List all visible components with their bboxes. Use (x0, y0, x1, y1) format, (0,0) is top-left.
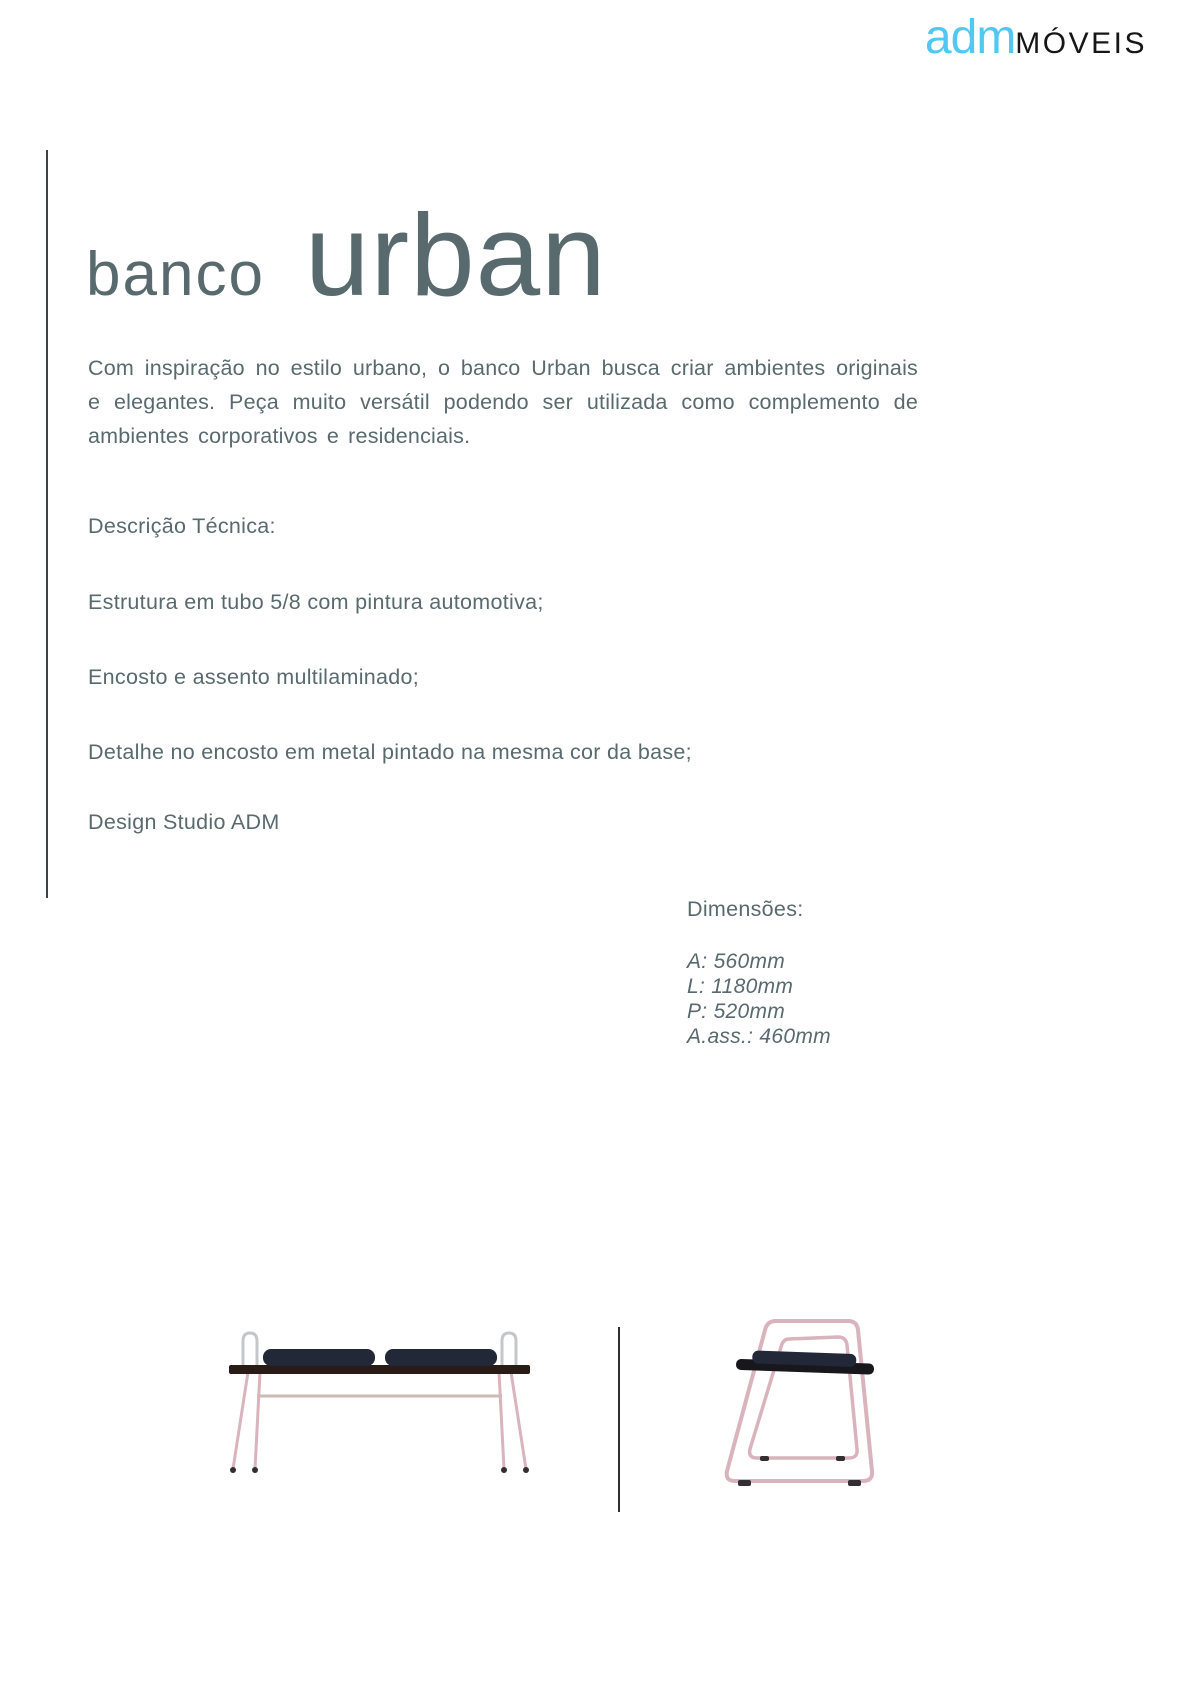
side-foot (848, 1480, 861, 1486)
side-foot (738, 1480, 751, 1486)
dimension-depth: P: 520mm (687, 1000, 786, 1023)
logo-moveis-text: MÓVEIS (1015, 27, 1147, 60)
product-title-prefix: banco (86, 240, 265, 309)
front-foot (230, 1467, 236, 1473)
front-right-cushion (385, 1349, 497, 1366)
front-right-hoop (502, 1333, 516, 1370)
dimensions-heading: Dimensões: (687, 897, 804, 921)
front-foot (523, 1467, 529, 1473)
side-inner-foot (760, 1456, 769, 1461)
dimension-height: A: 560mm (687, 950, 786, 973)
intro-paragraph: Com inspiração no estilo urbano, o banco Urban busca criar ambientes originais e elegantes. Peça muito versátil podendo ser utilizada como complemento de ambientes corporativos e residenciais. (88, 356, 918, 448)
product-title (86, 188, 607, 322)
dimensions-block (687, 897, 831, 1049)
spec-line-structure: Estrutura em tubo 5/8 com pintura automotiva; (88, 590, 544, 614)
left-accent-rule (46, 150, 48, 898)
product-title-name: urban (304, 190, 607, 320)
spec-line-seat: Encosto e assento multilaminado; (88, 665, 420, 689)
spec-line-design: Design Studio ADM (88, 810, 280, 834)
bench-front-view-image (227, 1328, 532, 1478)
front-left-cushion (263, 1349, 375, 1366)
spec-line-backrest: Detalhe no encosto em metal pintado na mesma cor da base; (88, 740, 692, 764)
dimension-width: L: 1180mm (687, 975, 794, 998)
front-foot (252, 1467, 258, 1473)
brand-logo (925, 10, 1147, 65)
front-foot (501, 1467, 507, 1473)
technical-description-heading: Descrição Técnica: (88, 514, 276, 538)
dimension-seat-height: A.ass.: 460mm (687, 1025, 831, 1048)
front-left-legs (233, 1372, 260, 1469)
front-seat-plank (229, 1365, 530, 1374)
bench-side-view-image (718, 1315, 880, 1495)
side-inner-foot (836, 1456, 845, 1461)
front-right-legs (499, 1372, 526, 1469)
front-left-hoop (243, 1333, 257, 1370)
logo-adm-text: adm (924, 11, 1016, 64)
figure-divider-rule (618, 1327, 620, 1512)
